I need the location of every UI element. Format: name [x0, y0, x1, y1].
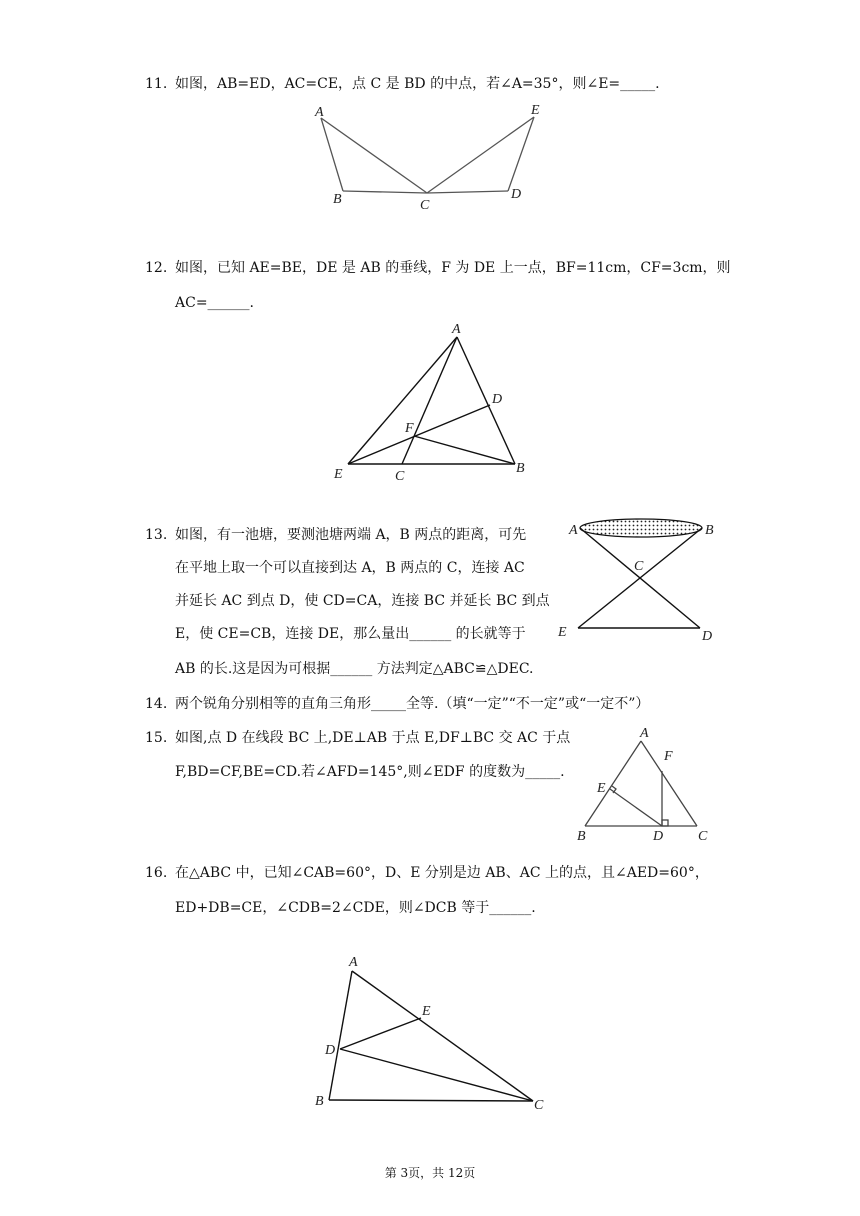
question-12-text-line-1: 如图，已知 AE=BE，DE 是 AB 的垂线，F 为 DE 上一点，BF=11cm，CF=3cm，则: [175, 260, 731, 276]
q15-label-B: B: [577, 829, 586, 844]
q13-label-B: B: [705, 523, 714, 538]
q15-label-A: A: [640, 726, 649, 741]
q12-label-B: B: [516, 461, 525, 476]
q12-label-E: E: [334, 467, 343, 482]
question-13-text-line-4: E，使 CE=CB，连接 DE，那么量出______ 的长就等于: [175, 626, 526, 642]
question-13-number: 13.: [145, 527, 168, 543]
q15-label-C: C: [698, 829, 708, 844]
question-15-text-line-1: 如图,点 D 在线段 BC 上,DE⊥AB 于点 E,DF⊥BC 交 AC 于点: [175, 730, 571, 746]
question-15-number: 15.: [145, 730, 168, 746]
question-16-text-line-2: ED+DB=CE，∠CDB=2∠CDE，则∠DCB 等于______.: [175, 900, 536, 916]
question-11-text: 如图，AB=ED，AC=CE，点 C 是 BD 的中点，若∠A=35°，则∠E=_____.: [175, 76, 660, 92]
q15-label-F: F: [664, 749, 673, 764]
question-11-number: 11.: [145, 76, 168, 92]
q12-label-C: C: [395, 469, 405, 484]
q13-label-D: D: [702, 629, 713, 644]
q16-label-B: B: [315, 1094, 324, 1109]
q11-label-A: A: [315, 105, 324, 120]
question-14-number: 14.: [145, 696, 168, 712]
q13-label-C: C: [634, 559, 644, 574]
q11-label-E: E: [531, 103, 540, 118]
q16-label-A: A: [349, 955, 358, 970]
question-16-text-line-1: 在△ABC 中，已知∠CAB=60°，D、E 分别是边 AB、AC 上的点，且∠AED=60°，: [175, 865, 709, 881]
q12-label-A: A: [452, 322, 461, 337]
q12-label-D: D: [492, 392, 503, 407]
q15-label-E: E: [597, 781, 606, 796]
question-12-text-line-2: AC=______.: [175, 295, 255, 311]
q16-label-C: C: [534, 1098, 544, 1113]
question-13-text-line-3: 并延长 AC 到点 D，使 CD=CA，连接 BC 并延长 BC 到点: [175, 593, 550, 609]
q13-label-E: E: [558, 625, 567, 640]
question-16-number: 16.: [145, 865, 168, 881]
page-footer: 第 3页，共 12页: [384, 1166, 476, 1180]
q11-label-B: B: [333, 192, 342, 207]
question-12-number: 12.: [145, 260, 168, 276]
q16-label-D: D: [325, 1043, 336, 1058]
question-13-text-line-2: 在平地上取一个可以直接到达 A，B 两点的 C，连接 AC: [175, 560, 525, 576]
q15-label-D: D: [653, 829, 664, 844]
q11-label-D: D: [511, 187, 522, 202]
question-14-text: 两个锐角分别相等的直角三角形_____全等.（填“一定”“不一定”或“一定不”）: [175, 696, 650, 712]
q12-label-F: F: [405, 421, 414, 436]
question-15-text-line-2: F,BD=CF,BE=CD.若∠AFD=145°,则∠EDF 的度数为_____.: [175, 764, 565, 780]
q16-label-E: E: [422, 1004, 431, 1019]
question-13-text-line-5: AB 的长.这是因为可根据______ 方法判定△ABC≌△DEC.: [175, 661, 534, 677]
question-13-text-line-1: 如图，有一池塘，要测池塘两端 A，B 两点的距离，可先: [175, 527, 527, 543]
q13-label-A: A: [569, 523, 578, 538]
q11-label-C: C: [420, 198, 430, 213]
